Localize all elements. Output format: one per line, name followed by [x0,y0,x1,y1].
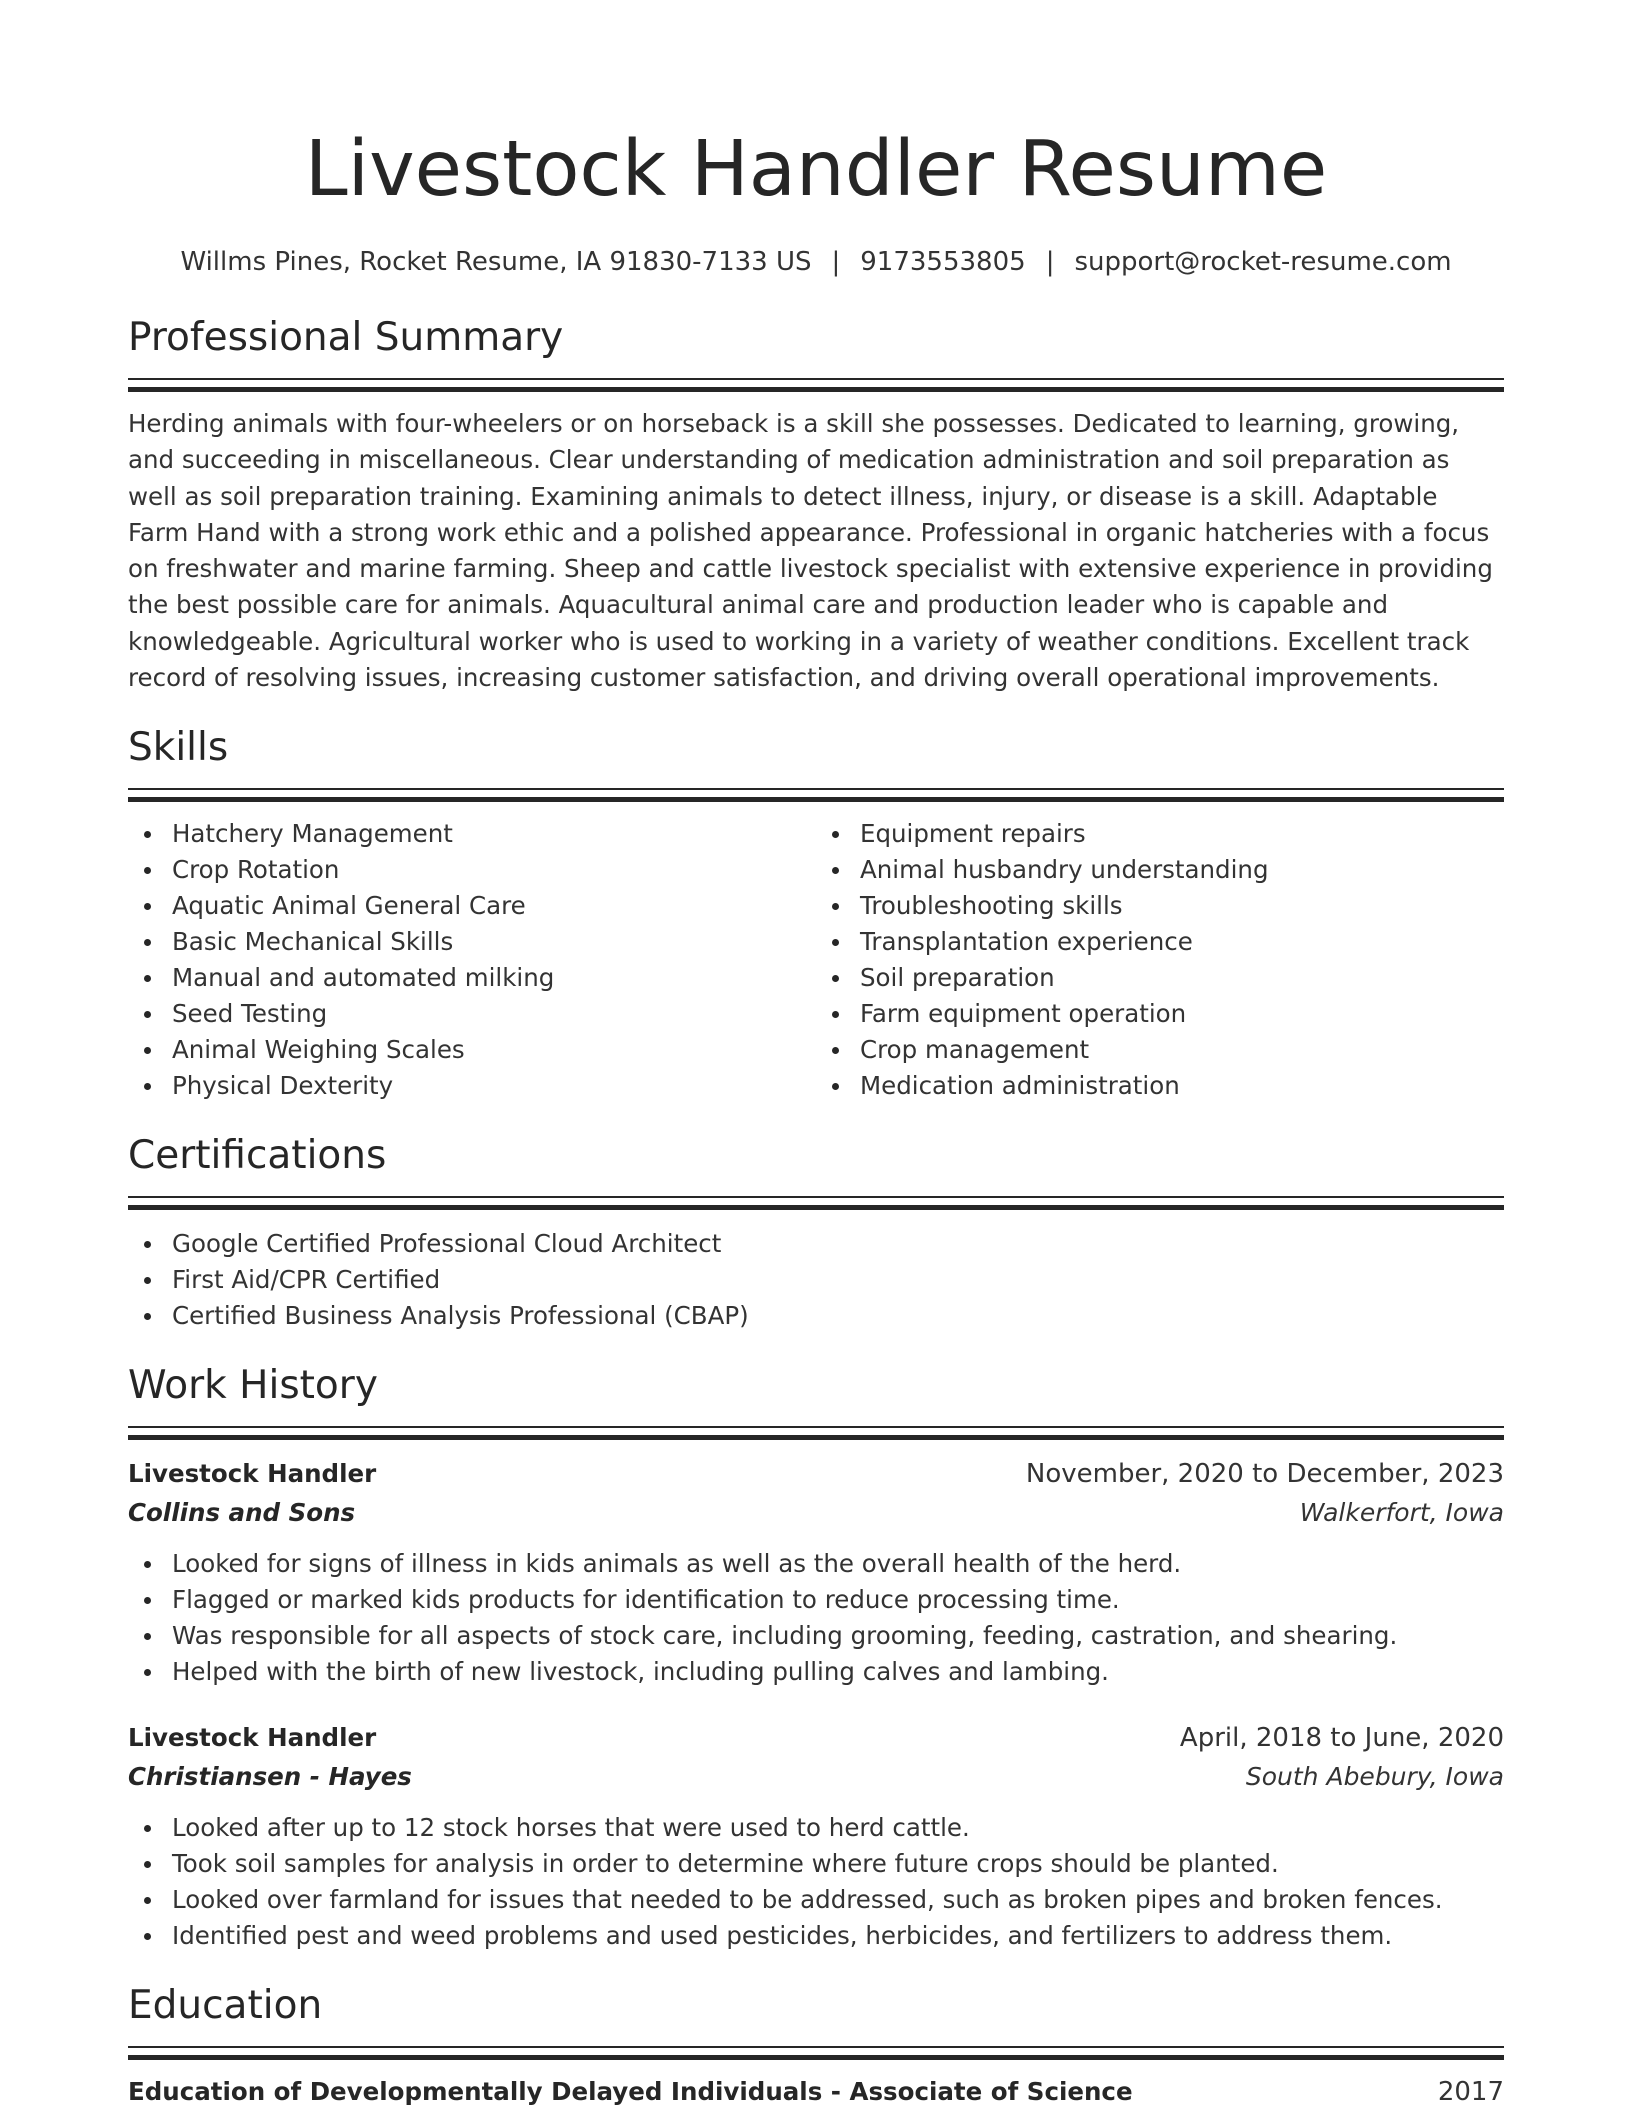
job-bullets [128,1546,1504,1690]
job-bullet: Flagged or marked kids products for identification to reduce processing time. [128,1582,1504,1618]
certification-item: Google Certified Professional Cloud Architect [128,1226,1504,1262]
contact-address: Willms Pines, Rocket Resume, IA 91830-7133 US [180,247,812,277]
skill-item: Crop management [816,1032,1504,1068]
job-bullet: Looked after up to 12 stock horses that were used to herd cattle. [128,1810,1504,1846]
certifications-list [128,1226,1504,1334]
summary-text: Herding animals with four-wheelers or on horseback is a skill she possesses. Dedicated to learning, growing, and succeeding in miscellaneous. Clear understanding of medication administration and soil preparation as well as soil preparation training. Examining animals to detect illness, injury, or disease is a skill. Adaptable Farm Hand with a strong work ethic and a polished appearance. Professional in organic hatcheries with a focus on freshwater and marine farming. Sheep and cattle livestock specialist with extensive experience in providing the best possible care for animals. Aquacultural animal care and production leader who is capable and knowledgeable. Agricultural worker who is used to working in a variety of weather conditions. Excellent track record of resolving issues, increasing customer satisfaction, and driving overall operational improvements. [128,409,1493,693]
job-header-row [128,1454,1504,1494]
skills-heading: Skills [128,725,229,771]
job-company: Christiansen - Hayes [128,1762,412,1792]
job-bullet: Identified pest and weed problems and used pesticides, herbicides, and fertilizers to address them. [128,1918,1504,1954]
section-divider [128,788,1504,802]
certifications-heading: Certifications [128,1133,387,1179]
skill-item: Animal Weighing Scales [128,1032,816,1068]
contact-line [128,244,1504,280]
job-entry [128,1454,1504,1690]
skill-item: Crop Rotation [128,852,816,888]
section-divider [128,2046,1504,2060]
skill-item: Aquatic Animal General Care [128,888,816,924]
job-bullet: Looked over farmland for issues that needed to be addressed, such as broken pipes and broken fences. [128,1882,1504,1918]
education-section [128,1982,1504,2112]
skills-list-right [816,816,1504,1104]
contact-phone: 9173553805 [860,247,1026,277]
job-bullet: Was responsible for all aspects of stock care, including grooming, feeding, castration, and shearing. [128,1618,1504,1654]
work-history-heading: Work History [128,1363,378,1409]
contact-separator: | [1045,247,1055,277]
education-row [128,2072,1504,2112]
skill-item: Farm equipment operation [816,996,1504,1032]
skill-item: Hatchery Management [128,816,816,852]
job-entry [128,1718,1504,1954]
skills-section [128,724,1504,1104]
skill-item: Troubleshooting skills [816,888,1504,924]
certification-item: First Aid/CPR Certified [128,1262,1504,1298]
job-dates: April, 2018 to June, 2020 [1179,1723,1504,1754]
job-bullet: Took soil samples for analysis in order to determine where future crops should be planted. [128,1846,1504,1882]
contact-email[interactable]: support@rocket-resume.com [1074,247,1452,277]
skill-item: Soil preparation [816,960,1504,996]
skill-item: Equipment repairs [816,816,1504,852]
section-divider [128,378,1504,392]
job-company-row [128,1758,1504,1796]
job-bullet: Helped with the birth of new livestock, including pulling calves and lambing. [128,1654,1504,1690]
job-title: Livestock Handler [128,1723,377,1753]
skill-item: Basic Mechanical Skills [128,924,816,960]
certifications-section [128,1132,1504,1334]
skills-list-left [128,816,816,1104]
certification-item: Certified Business Analysis Professional (CBAP) [128,1298,1504,1334]
skill-item: Medication administration [816,1068,1504,1104]
education-heading: Education [128,1983,323,2029]
skill-item: Transplantation experience [816,924,1504,960]
job-location: South Abebury, Iowa [1245,1762,1504,1792]
education-year: 2017 [1437,2077,1504,2108]
work-history-section [128,1362,1504,1954]
summary-heading: Professional Summary [128,315,564,360]
job-location: Walkerfort, Iowa [1299,1498,1504,1528]
section-divider [128,1426,1504,1440]
skill-item: Animal husbandry understanding [816,852,1504,888]
job-header-row [128,1718,1504,1758]
skill-item: Physical Dexterity [128,1068,816,1104]
contact-separator: | [831,247,841,277]
job-dates: November, 2020 to December, 2023 [1025,1459,1504,1490]
skills-grid [128,816,1504,1104]
job-company-row [128,1494,1504,1532]
job-title: Livestock Handler [128,1459,377,1489]
job-company: Collins and Sons [128,1498,356,1528]
summary-section [128,314,1504,696]
section-divider [128,1196,1504,1210]
job-bullet: Looked for signs of illness in kids animals as well as the overall health of the herd. [128,1546,1504,1582]
education-degree: Education of Developmentally Delayed Individuals - Associate of Science [128,2077,1133,2107]
skill-item: Seed Testing [128,996,816,1032]
resume-title: Livestock Handler Resume [304,125,1328,214]
job-bullets [128,1810,1504,1954]
skill-item: Manual and automated milking [128,960,816,996]
